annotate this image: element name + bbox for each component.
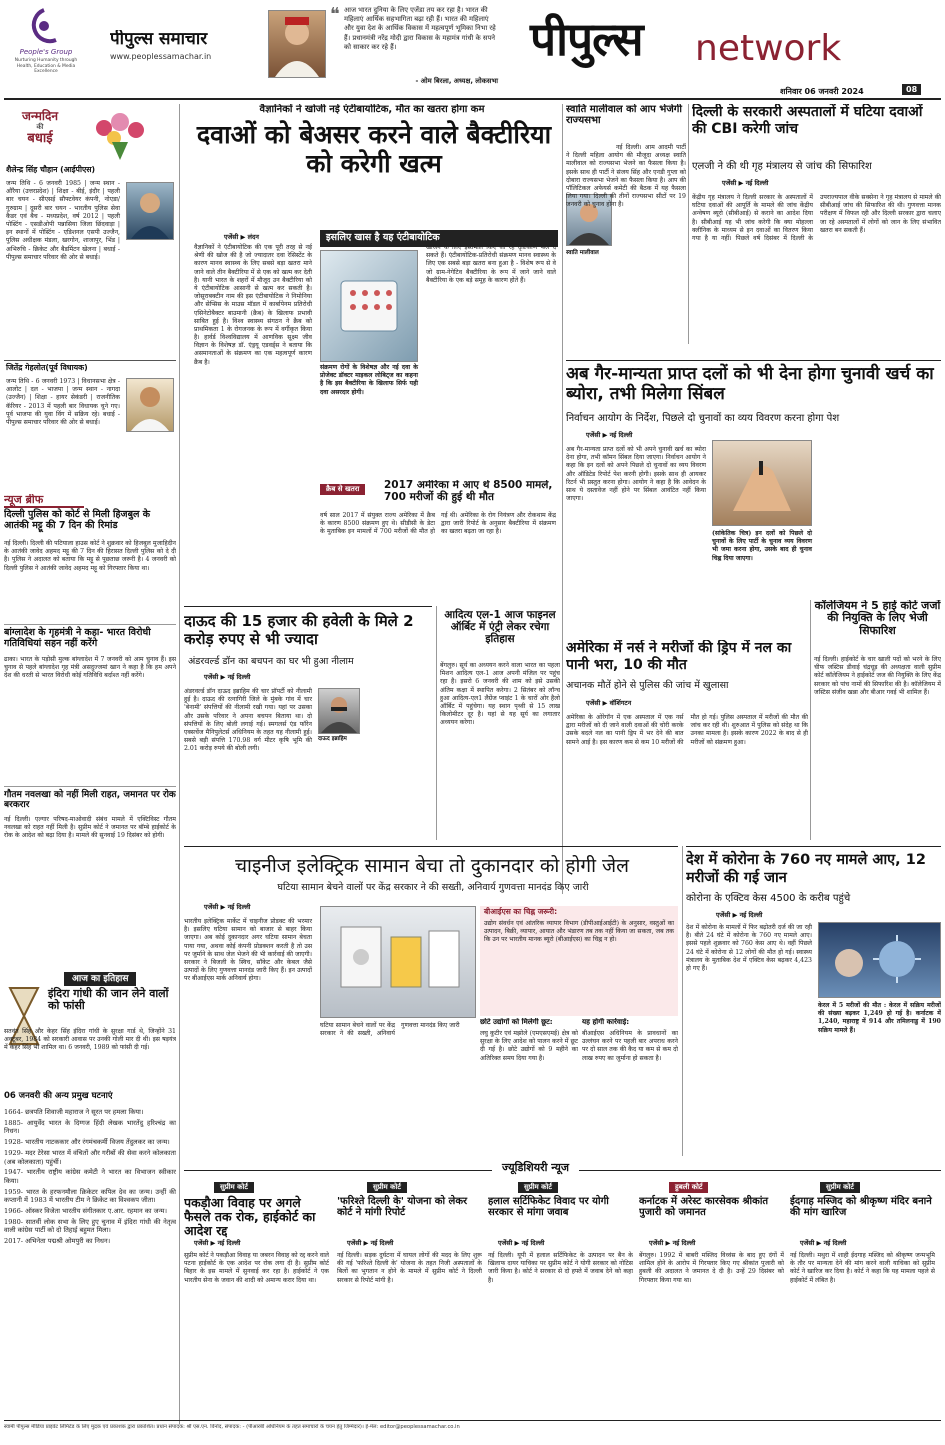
penalty-box — [582, 1018, 678, 1152]
judiciary-item — [790, 1182, 935, 1408]
antibiotic-story — [184, 104, 560, 604]
judiciary-byline: एजेंसी ▶ नई दिल्ली — [347, 1239, 394, 1247]
virus-photo — [818, 922, 941, 998]
judiciary-body: बेंगलुरु। 1992 में बाबरी मस्जिद विध्वंस के बाद हुए दंगों में शामिल होने के आरोप में गिरफ्तार किए गए श्रीकांत पुजारी को हुबली की अदालत ने जमानत दे दी है। उन्हें 29 दिसंबर को गिरफ्तार किया गया था। — [639, 1252, 784, 1284]
usa-story — [566, 640, 808, 850]
aditya-body: बेंगलुरु। सूर्य का अध्ययन करने वाला भारत का पहला मिशन आदित्य एल-1 आज अपनी मंजिल पर पहुंच रहा है। इसरो 6 जनवरी की शाम को इसे उसकी अंतिम कक्षा में स्थापित करेगा। 2 सितंबर को लॉन्च हुआ आदित्य-एल1 लैग्रेंज प्वाइंट 1 के चारों ओर हैलो ऑर्बिट में पहुंचेगा। यह स्थान पृथ्वी से 15 लाख किलोमीटर दूर है। यहां से यह सूर्य का लगातार अध्ययन करेगा। — [440, 662, 560, 727]
bis-body: उद्योग संवर्धन एवं आंतरिक व्यापार विभाग (डीपीआईआईटी) के अनुसार, वस्तुओं का उत्पादन, बिक्री, व्यापार, आयात और भंडारण तब तक नहीं किया जा सकता, जब तक कि उन पर भारतीय मानक ब्यूरो (बीआईएस) का चिह्न न हो। — [484, 920, 674, 944]
judiciary-byline: एजेंसी ▶ नई दिल्ली — [800, 1239, 847, 1247]
page-date: शनिवार 06 जनवरी 2024 — [780, 87, 864, 96]
court-tag: सुप्रीम कोर्ट — [367, 1182, 407, 1193]
brief-body-2: ढाका। भारत के पड़ोसी मुल्क बांग्लादेश में 7 जनवरी को आम चुनाव हैं। इस चुनाव से पहले बांग्लादेश गृह मंत्री असदुज्जमां खान ने कहा है कि हम अपने देश की धरती से भारत विरोधी कोई गतिविधि बर्दाश्त नहीं करेंगे। — [4, 656, 176, 680]
masthead — [0, 0, 945, 100]
antibiotic-byline: एजेंसी ▶ लंदन — [224, 233, 259, 241]
event-item: 2017- अभिनेता पद्मश्री ओमपुरी का निधन। — [4, 1237, 111, 1246]
event-item: 1966- ऑस्कर विजेता भारतीय संगीतकार ए.आर. रहमान का जन्म। — [4, 1207, 167, 1216]
judiciary-item — [639, 1182, 784, 1408]
corona-body: देश में कोरोना के मामलों में फिर बढ़ोतरी दर्ज की जा रही है। बीते 24 घंटे में कोरोना के 760 नए मामले आए। इससे पहले शुक्रवार को 760 केस आए थे। वहीं पिछले 24 घंटे में कोरोना से 12 लोगों की मौत हो गई। स्वास्थ्य मंत्रालय के मुताबिक देश में एक्टिव केस बढ़कर 4,423 हो गए हैं। — [686, 924, 812, 972]
cbi-story — [692, 104, 941, 354]
quote-icon: ❝ — [330, 4, 340, 25]
birthday-person-1-name: शैलेन्द्र सिंह चौहान (आईपीएस) — [6, 165, 96, 174]
judiciary-label: ज्यूडिशियरी न्यूज — [492, 1162, 579, 1174]
group-logo — [6, 4, 86, 92]
msme-box — [480, 1018, 578, 1152]
cbi-body: केंद्रीय गृह मंत्रालय ने दिल्ली सरकार के अस्पतालों में घटिया दवाओं की आपूर्ति के मामले की जांच केंद्रीय अन्वेषण ब्यूरो (सीबीआई) से कराने का आदेश दिया है। सीबीआई यह भी जांच करेगी कि क्या मोहल्ला क्लीनिक के माध्यम से इन दवाओं का वितरण किया गया है या नहीं। पिछले वर्ष दिसंबर में दिल्ली के उपराज्यपाल वीके सक्सेना ने गृह मंत्रालय से मामले की सीबीआई जांच की सिफारिश की थी। गुणवत्ता मानक परीक्षण में विफल रही और दिल्ली सरकार द्वारा चलाए जा रहे अस्पतालों में लोगों को जान के लिए संभावित खतरा बन सकती हैं। — [692, 194, 941, 242]
history-body: सतवंत सिंह और केहर सिंह इंदिरा गांधी के सुरक्षा गार्ड थे, जिन्होंने 31 अक्टूबर, 1984 को सरकारी आवास पर उनकी गोली मार दी थी। इस षड़यंत्र में केहर सिंह भी शामिल था। 6 जनवरी, 1989 को फांसी दी गई। — [4, 1028, 176, 1052]
brand-english: network — [695, 28, 842, 69]
judiciary-grid — [184, 1182, 941, 1408]
election-story — [566, 360, 941, 640]
quote-author: - ओम बिरला, अध्यक्ष, लोकसभा — [415, 77, 498, 85]
corona-byline: एजेंसी ▶ नई दिल्ली — [716, 911, 763, 919]
paper-logo-small — [110, 30, 260, 70]
paper-name-small: पीपुल्स समाचार — [110, 30, 208, 49]
antibiotic-subhead: इसलिए खास है यह एंटीबायोटिक — [320, 230, 558, 247]
voting-photo — [712, 440, 812, 526]
dawood-subhead: अंडरवर्ल्ड डॉन का बचपन का घर भी हुआ नीलाम — [188, 656, 354, 667]
flower-bouquet-icon — [84, 110, 154, 160]
brief-label: न्यूज ब्रीफ — [4, 494, 84, 508]
election-body: अब गैर-मान्यता प्राप्त दलों को भी अपने चुनावी खर्च का ब्योरा देना होगा, तभी कॉमन सिंबल दिया जाएगा। निर्वाचन आयोग ने कहा कि इन दलों को अपने पिछले दो चुनावों का व्यय विवरण और ऑडिटेड रिपोर्ट पेश करनी होगी। इसके साथ ही आयकर रिटर्न भी प्रस्तुत करना होगा। आयोग ने कहा है कि आवेदन के साथ ये दस्तावेज नहीं होने पर सिंबल आवंटित नहीं किया जाएगा। — [566, 446, 706, 503]
dawood-body: अंडरवर्ल्ड डॉन दाऊद इब्राहिम की चार प्रॉपर्टी को नीलामी हुई है। दाऊद की रत्नागिरी जिले के मुंबके गांव में चार 'बेनामी' संपत्तियों की नीलामी रखी गया। यहां पर उसका और उसके परिवार ने अपना बचपन बिताया था। दो संपत्तियों के लिए बोली लगाई गई। स्मगलर्स एंड फॉरेन एक्सचेंज मैनिपुलेटर्स अधिनियम के तहत यह नीलामी हुई। सबसे बड़ी संपत्ति 170.98 वर्ग मीटर कृषि भूमि की 2.01 करोड़ रुपये की बोली लगी। — [184, 688, 312, 753]
petri-dish-icon — [321, 251, 417, 361]
judiciary-byline: एजेंसी ▶ नई दिल्ली — [498, 1239, 545, 1247]
swati-caption: स्वाति मालीवाल — [566, 250, 599, 256]
electrical-goods-photo — [320, 906, 476, 1018]
birthday-photo-1 — [126, 182, 174, 240]
events-title: 06 जनवरी की अन्य प्रमुख घटनाएं — [4, 1091, 113, 1101]
antibiotic-body-2: खोजने के लिए इस्तेमाल किए जा रहे दृष्टिकोण फल दे सकते हैं। एंटीबायोटिक-प्रतिरोधी संक्रमण मानव स्वास्थ्य के लिए एक सबसे बड़ा खतरा बना हुआ है - विशेष रूप से वे जो ग्राम-नेगेटिव बैक्टीरिया के रूप में जाने जाने वाले बैक्टीरिया के एक बड़े समूह के कारण होते हैं। — [426, 244, 556, 284]
corona-headline: देश में कोरोना के 760 नए मामले आए, 12 मरीजों की गई जान — [686, 852, 926, 886]
aditya-story — [440, 606, 560, 840]
aditya-headline: आदित्य एल-1 आज फाइनल ऑर्बिट में एंट्री लेकर रचेगा इतिहास — [444, 609, 556, 645]
person-icon — [269, 11, 325, 77]
virus-photo-caption: केरल में 5 मरीजों की मौत : केरल में सक्रिय मरीजों की संख्या बढ़कर 1,249 हो गई है। कर्नाटक में 1,240, महाराष्ट्र में 914 और तमिलनाडु में 190 सक्रिय मामले हैं। — [818, 1002, 941, 1034]
penalty-body: बीआईएस अधिनियम के प्रावधानों का उल्लंघन करने पर पहली बार अपराध करने पर दो साल तक की कैद या कम से कम दो लाख रुपए का जुर्माना हो सकता है। — [582, 1030, 678, 1062]
china-story — [184, 846, 678, 1156]
penalty-title: यह होगी कार्रवाई: — [582, 1018, 630, 1026]
judiciary-body: नई दिल्ली। यूपी में हलाल सर्टिफिकेट के उत्पादन पर बैन के खिलाफ दायर याचिका पर सुप्रीम कोर्ट ने योगी सरकार को नोटिस जारी किया है। कोर्ट ने सरकार से दो हफ्ते में जवाब देने को कहा है। — [488, 1252, 633, 1284]
event-item: 1928- भारतीय नाटककार और रंगमंचकर्मी विजय तेंदुलकर का जन्म। — [4, 1138, 170, 1147]
judiciary-headline: ईदगाह मस्जिद को श्रीकृष्ण मंदिर बनाने की मांग खारिज — [790, 1196, 932, 1219]
electrical-switch-icon — [321, 907, 475, 1017]
judiciary-item — [184, 1182, 329, 1408]
crab-box — [320, 480, 556, 604]
events-list — [4, 1108, 176, 1424]
lab-photo — [320, 250, 418, 362]
swati-headline: स्वाति मालीवाल को आप भेजेगी राज्यसभा — [566, 104, 682, 127]
brief-headline-1: दिल्ली पुलिस को कोर्ट से मिली हिजबुल के आतंकी मट्टू की 7 दिन की रिमांड — [4, 509, 151, 531]
event-item: 1959- भारत के हरफनमौला क्रिकेटर कपिल देव का जन्म। उन्हीं की कप्तानी में 1983 में भारतीय टीम ने क्रिकेट का विश्वकप जीता। — [4, 1187, 176, 1205]
election-headline: अब गैर-मान्यता प्राप्त दलों को भी देना होगा चुनावी खर्च का ब्योरा, तभी मिलेगा सिंबल — [566, 364, 934, 405]
crab-body: वर्ष साल 2017 में संयुक्त राज्य अमेरिका में क्रैब के कारण 8500 संक्रमण हुए थे। सीडीसी के डेटा के मुताबिक इन मामलों में 700 मरीजों की मौत हो गई थी। अमेरिका के रोग नियंत्रण और रोकथाम केंद्र द्वारा जारी रिपोर्ट के अनुसार बैक्टीरिया में संक्रमण का खतरा बढ़ता जा रहा है। — [320, 512, 556, 536]
collegium-headline: कॉलेजियम ने 5 हाई कोर्ट जजों की नियुक्ति के लिए भेजी सिफारिश — [814, 600, 941, 637]
footer-imprint: स्वामी पीपुल्स मीडिया प्राइवेट लिमिटेड के लिए मुद्रक एवं प्रकाशक द्वारा प्रकाशित। प्रधान संपादक: श्री एस.एन. विनोद, संपादक: - (पीआरबी अधिनियम के तहत समाचारों के चयन हेतु जिम्मेदार)। ई-मेल: editor@peoplessamachar.co.in — [4, 1424, 460, 1430]
judiciary-section — [184, 1160, 941, 1410]
china-body: भारतीय इलेक्ट्रिक मार्केट में चाइनीज प्रोडक्ट की भरमार है। इसलिए घटिया सामान को बाजार से बाहर किया जाएगा। अब कोई दुकानदार अगर घटिया सामान बेचता पाया गया, अथवा कोई कंपनी प्रोडक्शन करती है तो उस पर जुर्माने के साथ जेल भेजने की भी कार्रवाई की जाएगी। सरकार ने बिजली के स्विच, सॉकेट और केबल जैसे उत्पादों के लिए गुणवत्ता मानदंड जारी किए हैं। इन उत्पादों पर बीआईएस मार्क अनिवार्य होगा। — [184, 918, 312, 983]
collegium-body: नई दिल्ली। हाईकोर्ट के चार खाली पदों को भरने के लिए चीफ जस्टिस डीवाई चंद्रचूड़ की अध्यक्षता वाली सुप्रीम कोर्ट कॉलेजियम ने हाईकोर्ट जज की नियुक्ति के लिए केंद्र सरकार को पांच नामों की सिफारिश की है। कॉलेजियम में जस्टिस संजीव खन्ना और बीआर गवई भी शामिल हैं। — [814, 656, 941, 696]
quote-text: आज भारत दुनिया के लिए एजेंडा तय कर रहा है। भारत की महिलाएं आर्थिक सहभागिता बढ़ा रही हैं। भारत की महिलाएं और युवा देश के आर्थिक विकास में महत्वपूर्ण भूमिका निभा रहे हैं। प्रधानमंत्री नरेंद्र मोदी द्वारा विकास के महामंत्र गांधी के सपने को साकार कर रहे हैं। — [344, 6, 496, 51]
judiciary-body: नई दिल्ली। मथुरा में शाही ईदगाह मस्जिद को श्रीकृष्ण जन्मभूमि के तौर पर मान्यता देने की मांग करने वाली याचिका को सुप्रीम कोर्ट ने खारिज कर दिया है। कोर्ट ने कहा कि यह मामला पहले से हाईकोर्ट में लंबित है। — [790, 1252, 935, 1284]
person-icon — [319, 689, 359, 733]
judiciary-headline: पकड़ौआ विवाह पर अगले फैसले तक रोक, हाईकोर्ट का आदेश रद्द — [184, 1195, 316, 1238]
event-item: 1980- सातवीं लोक सभा के लिए हुए चुनाव में इंदिरा गांधी की नेतृत्व वाली कांग्रेस पार्टी को दो तिहाई बहुमत मिला। — [4, 1217, 176, 1235]
crab-tag: क्रैब से खतरा — [320, 484, 365, 495]
birthday-title: जन्मदिन की बधाई — [21, 109, 59, 147]
china-body-continued: घटिया सामान बेचने वालों पर केंद्र सरकार ने की सख्ती, अनिवार्य गुणवत्ता मानदंड किए जारी — [320, 1022, 460, 1038]
history-label: आज का इतिहास — [64, 972, 136, 986]
dawood-byline: एजेंसी ▶ नई दिल्ली — [204, 673, 251, 681]
swati-body: नई दिल्ली। आम आदमी पार्टी ने दिल्ली महिला आयोग की मौजूदा अध्यक्ष स्वाति मालीवाल को राज्यसभा भेजने का फैसला किया है। इसके साथ ही पार्टी ने संजय सिंह और एनडी गुप्ता को दोबारा राज्यसभा भेजने का फैसला किया है। आप की पॉलिटिकल अफेयर्स कमेटी की बैठक में यह फैसला लिया गया। दिल्ली की तीनों राज्यसभा सीटों पर 19 जनवरी को चुनाव होना है। — [566, 144, 686, 209]
dawood-story — [184, 606, 432, 846]
group-name: People's Group — [19, 48, 73, 56]
corona-story — [686, 846, 941, 1156]
china-subhead: घटिया सामान बेचने वालों पर केंद्र सरकार ने की सख्ती, अनिवार्य गुणवत्ता मानदंड किए जारी — [277, 882, 589, 893]
dawood-headline: दाऊद की 15 हजार की हवेली के मिले 2 करोड़ रुपए से भी ज्यादा — [184, 612, 414, 649]
court-tag: हुबली कोर्ट — [669, 1182, 708, 1193]
brand-hindi: पीपुल्स — [530, 12, 643, 66]
election-subhead: निर्वाचन आयोग के निर्देश, पिछले दो चुनावों का व्यय विवरण करना होगा पेश — [566, 413, 840, 424]
usa-byline: एजेंसी ▶ वॉशिंगटन — [586, 699, 632, 707]
birthday-person-2-name: जितेंद्र गेहलोत(पूर्व विधायक) — [6, 363, 88, 372]
history-headline: इंदिरा गांधी की जान लेने वालों को फांसी — [48, 987, 169, 1013]
judiciary-headline: कर्नाटक में अरेस्ट कारसेवक श्रीकांत पुजारी को जमानत — [639, 1196, 769, 1219]
birthday-person-1-details: जन्म तिथि - 6 जनवरी 1985 | जन्म स्थान - औरैया (उत्तरप्रदेश) | शिक्षा - बीई, इंदौर | पहली बार चयन - सीएसई सौफ्टवेयर कंपनी, नोएडा/गुरुग्राम | दूसरी बार चयन - भारतीय पुलिस सेवा कैडर एवं बैच - मध्यप्रदेश, वर्ष 2012 | पहली पोस्टिंग - एसडीओपी पन्नासिया जिला छिंदवाड़ा | इन स्थानों में पोस्टिंग - एडिशनल एसपी उज्जैन, पुलिस अधीक्षक मंडला, खरगोन, शाजापुर, भिंड | अभिरुचि - क्रिकेट और बैडमिंटन खेलना | बधाई - पीपुल्स समाचार परिवार की ओर से बधाई। — [6, 180, 120, 261]
judiciary-headline: हलाल सर्टिफिकेट विवाद पर योगी सरकार से मांगा जवाब — [488, 1196, 609, 1219]
msme-body: लघु कुटीर एवं मझोले (एमएसएमई) क्षेत्र को सुरक्षा के लिए आदेश को पालन करने में छूट दी गई है। छोटे उद्योगों को 9 महीने का अतिरिक्त समय दिया गया है। — [480, 1030, 578, 1062]
swati-story — [566, 104, 686, 344]
person-icon — [127, 379, 173, 431]
judiciary-byline: एजेंसी ▶ नई दिल्ली — [649, 1239, 696, 1247]
crab-headline: 2017 अमेरिका में आए थे 8500 मामले, 700 मरीजों की हुई थी मौत — [384, 480, 553, 503]
china-headline: चाइनीज इलेक्ट्रिक सामान बेचा तो दुकानदार को होगी जेल — [234, 855, 630, 877]
voting-hand-icon — [713, 441, 811, 525]
bis-title: बीआईएस का चिह्न जरूरी: — [484, 907, 558, 916]
brief-body-1: नई दिल्ली। दिल्ली की पटियाला हाउस कोर्ट ने शुक्रवार को हिजबुल मुजाहिदीन के आतंकी जावेद अहमद मट्टू की 7 दिन की हिरासत दिल्ली पुलिस को दे दी है। पुलिस ने अदालत को बताया कि मट्टू से पूछताछ जरूरी है। 4 जनवरी को दिल्ली पुलिस ने आतंकी जावेद अहमद मट्टू को गिरफ्तार किया था। — [4, 540, 176, 572]
judiciary-item — [488, 1182, 633, 1408]
birthday-person-2-details: जन्म तिथि - 6 जनवरी 1973 | विधानसभा क्षेत्र - आलोट | दल - भाजपा | जन्म स्थान - नागदा (उज्जैन) | शिक्षा - हायर सेकंडरी | राजनीतिक कॅरियर - 2013 में पहली बार विधायक चुने गए। पूर्व भाजपा की युवा विंग में सक्रिय रहे। बधाई - पीपुल्स समाचार परिवार की ओर से बधाई। — [6, 378, 120, 426]
cbi-headline: दिल्ली के सरकारी अस्पतालों में घटिया दवाओं की CBI करेगी जांच — [692, 104, 923, 137]
usa-subhead: अचानक मौतें होने से पुलिस की जांच में खुलासा — [566, 680, 729, 691]
dawood-photo-caption: दाऊद इब्राहिम — [318, 736, 347, 742]
birthday-photo-2 — [126, 378, 174, 432]
event-item: 1947- भारतीय राष्ट्रीय कांग्रेस कमेटी ने भारत का विभाजन स्वीकार किया। — [4, 1168, 176, 1185]
corona-subhead: कोरोना के एक्टिव केस 4500 के करीब पहुंचे — [686, 893, 851, 904]
judiciary-body: सुप्रीम कोर्ट ने पकड़ौआ विवाह या जबरन विवाह को रद्द करने वाले पटना हाईकोर्ट के एक आदेश पर रोक लगा दी है। सुप्रीम कोर्ट बिहार के इस मामले में सुनवाई कर रहा है। हाईकोर्ट ने एक भारतीय सेना के जवान की शादी को अमान्य करार दिया था। — [184, 1252, 329, 1284]
collegium-story — [814, 600, 941, 840]
bis-box — [480, 906, 678, 1016]
news-brief — [4, 494, 176, 964]
voting-photo-caption: (सांकेतिक चित्र) इन दलों को पिछले दो चुनावों के लिए पार्टी के चुनाव व्यय विवरण भी जमा करना होगा, उसके बाद ही चुनाव चिह्न दिया जाएगा। — [712, 530, 812, 562]
history-section — [4, 966, 176, 1426]
court-tag: सुप्रीम कोर्ट — [820, 1182, 860, 1193]
lab-photo-caption: संक्रमण रोगों के विशेषज्ञ और नई दवा के प्रोजेक्ट डॉक्टर माइकल लोबिट्ज का कहना है कि इस बैक्टीरिया के खिलाफ सिर्फ यही दवा असरदार होगी। — [320, 364, 418, 396]
china-byline: एजेंसी ▶ नई दिल्ली — [204, 903, 251, 911]
event-item: 1664- छत्रपति शिवाजी महाराज ने सूरत पर हमला किया। — [4, 1108, 144, 1116]
group-logo-icon — [20, 6, 68, 46]
judiciary-byline: एजेंसी ▶ नई दिल्ली — [194, 1239, 241, 1247]
judiciary-body: नई दिल्ली। सड़क दुर्घटना में घायल लोगों की मदद के लिए शुरू की गई 'फरिश्ते दिल्ली के' योजना के तहत निजी अस्पतालों के बिलों का भुगतान न होने के मामले में सुप्रीम कोर्ट ने दिल्ली सरकार से रिपोर्ट मांगी है। — [337, 1252, 482, 1284]
antibiotic-body: वैज्ञानिकों ने एंटीबायोटिक की एक पूरी तरह से नई श्रेणी की खोज की है जो ज्यादातर दवा रेसिस्टेंट के कारण मानव स्वास्थ्य के लिए सबसे बड़ा खतरा माने जाने वाले तीन बैक्टीरिया में से एक को खत्म कर देती है। यानी भारत के शहरों में मौजूद उन बैक्टीरिया को ये एंटीबायोटिक आसानी से खत्म कर सकती है। जोसूराबक्टीन नाम की इस एंटीबायोटिक ने निमोनिया और सेप्सिस के माउस मॉडल में कार्बापेनम प्रतिरोधी एसिनेटोबैक्टर बाउमानी (क्रैब) के खिलाफ प्रभावी साबित हुई है। विश्व स्वास्थ्य संगठन ने क्रैब को प्राथमिकता 1 के रोगजनक के रूप में वर्गीकृत किया है। हार्वर्ड विश्वविद्यालय में आणविक सूक्ष्म जीव विज्ञान के विशेषज्ञ डॉ. एंड्रयू एडवर्ड्स ने बताया कि असमानताओं के संक्रमण का एक महत्वपूर्ण कारण क्रैब है। — [194, 244, 312, 366]
usa-body: अमेरिका के ओरेगॉन में एक अस्पताल में एक नर्स द्वारा मरीजों को दी जाने वाली दवाओं की चोरी करके उसके बदले नल का पानी ड्रिप में भर देने की बात सामने आई है। इस कारण कम से कम 10 मरीजों की मौत हो गई। पुलिस अस्पताल में मरीजों की मौत की जांच कर रही थी। शुरुआत में पुलिस को संदेह था कि उनका मामला है। इसके कारण 2022 के बाद से ही मरीजों को संक्रमण हुआ। — [566, 714, 808, 746]
dawood-photo — [318, 688, 360, 734]
antibiotic-headline: दवाओं को बेअसर करने वाले बैक्टीरिया को करेगी खत्म — [196, 120, 552, 178]
brief-body-3: नई दिल्ली। एल्गार परिषद-माओवादी संबंध मामले में एक्टिविस्ट गौतम नवलखा को राहत नहीं मिली है। सुप्रीम कोर्ट ने जमानत पर बॉम्बे हाईकोर्ट के रोक के आदेश को बढ़ा दिया है। मामले की सुनवाई 19 दिसंबर को होगी। — [4, 816, 176, 840]
event-item: 1885- आयुर्वेद भारत के दिग्गज हिंदी लेखक भारतेंदु हरिश्चंद्र का निधन। — [4, 1118, 176, 1136]
event-item: 1929- मदर टेरेसा भारत में वंचितों और गरीबों की सेवा करने कोलकाता (अब कोलकाता) पहुंचीं। — [4, 1148, 176, 1166]
judiciary-headline: 'फरिश्ते दिल्ली के' योजना को लेकर कोर्ट ने मांगी रिपोर्ट — [337, 1196, 468, 1219]
page-number: 08 — [902, 84, 921, 95]
cbi-subhead: एलजी ने की थी गृह मंत्रालय से जांच की सिफारिश — [692, 161, 872, 172]
antibiotic-kicker: वैज्ञानिकों ने खोजी नई एंटीबायोटिक, मौत का खतरा होगा कम — [259, 104, 485, 115]
court-tag: सुप्रीम कोर्ट — [518, 1182, 558, 1193]
brief-headline-2: बांग्लादेश के गृहमंत्री ने कहा- भारत विरोधी गतिविधियां सहन नहीं करेंगे — [4, 627, 151, 649]
election-byline: एजेंसी ▶ नई दिल्ली — [586, 431, 633, 439]
court-tag: सुप्रीम कोर्ट — [214, 1182, 254, 1193]
msme-title: छोटे उद्योगों को मिलेगी छूट: — [480, 1018, 553, 1026]
speaker-photo — [268, 10, 326, 78]
usa-headline: अमेरिका में नर्स ने मरीजों की ड्रिप में नल का पानी भरा, 10 की मौत — [566, 640, 792, 674]
person-icon — [127, 183, 173, 239]
cbi-byline: एजेंसी ▶ नई दिल्ली — [722, 179, 769, 187]
brief-headline-3: गौतम नवलखा को नहीं मिली राहत, जमानत पर रोक बरकरार — [4, 790, 176, 811]
website: www.peoplessamachar.in — [110, 52, 212, 62]
quote-box — [330, 4, 500, 86]
judiciary-item — [337, 1182, 482, 1408]
virus-icon — [819, 923, 940, 997]
birthday-section — [4, 104, 176, 494]
group-tagline: Nurturing Humanity through Health, Education & Media Excellence — [14, 58, 78, 75]
